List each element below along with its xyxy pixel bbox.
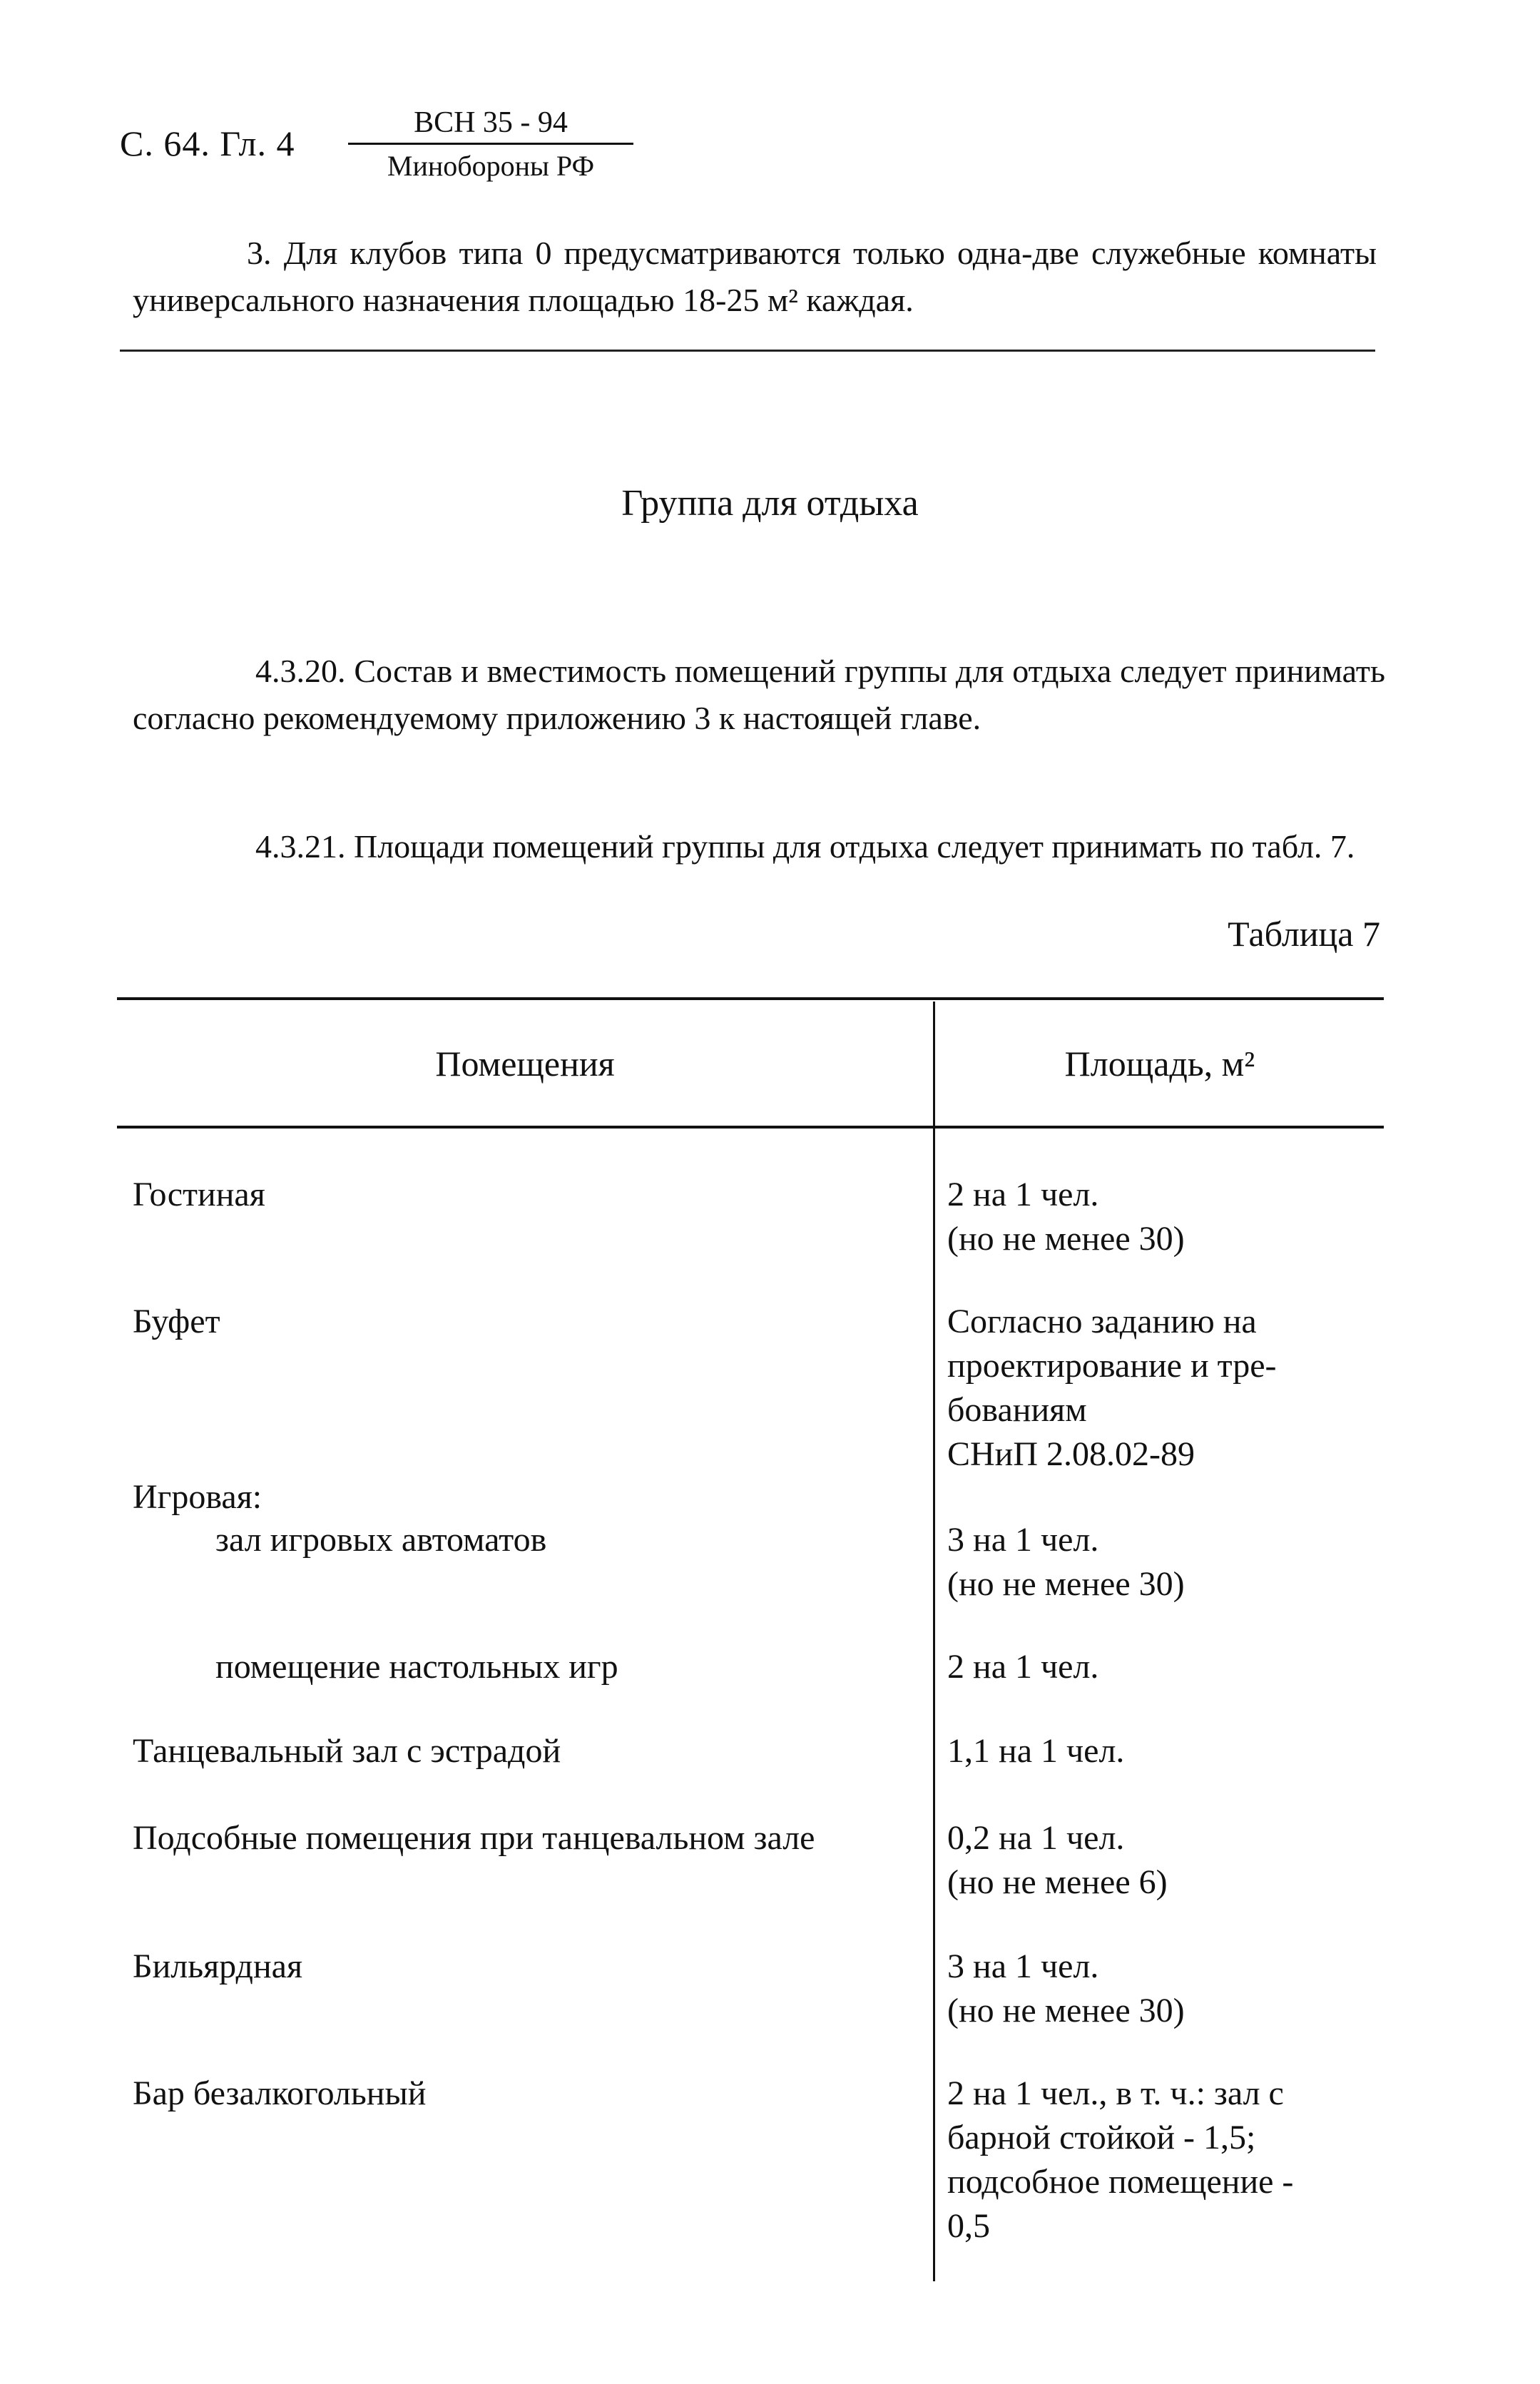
table-row-room: Бар безалкогольный bbox=[133, 2074, 427, 2112]
area-line: 2 на 1 чел., в т. ч.: зал с bbox=[947, 2074, 1284, 2112]
paragraph-4-3-20: 4.3.20. Состав и вместимость помещений группы для отдыха следует принимать согласно рекомендуемому приложению 3 к настоящей главе. bbox=[133, 653, 1385, 736]
area-line: 2 на 1 чел. bbox=[947, 1648, 1099, 1686]
section-heading: Группа для отдыха bbox=[621, 483, 919, 524]
area-line: 0,2 на 1 чел. bbox=[947, 1819, 1125, 1857]
column-header-rooms: Помещения bbox=[435, 1044, 615, 1084]
area-line: СНиП 2.08.02-89 bbox=[947, 1435, 1195, 1473]
area-line: 1,1 на 1 чел. bbox=[947, 1732, 1125, 1770]
table-row-room: Танцевальный зал с эстрадой bbox=[133, 1732, 561, 1770]
table-row-room: Гостиная bbox=[133, 1176, 265, 1213]
table-row-room: помещение настольных игр bbox=[215, 1648, 618, 1686]
table-column-divider bbox=[933, 1002, 935, 2281]
page-reference: С. 64. Гл. 4 bbox=[120, 123, 295, 163]
table-row-area bbox=[947, 1300, 1404, 1477]
table-row-area bbox=[947, 1816, 1404, 1905]
area-line: бованиям bbox=[947, 1391, 1087, 1429]
area-line: (но не менее 30) bbox=[947, 1992, 1185, 2029]
table-row-area bbox=[947, 1645, 1404, 1689]
table-row-area bbox=[947, 1518, 1404, 1606]
table-row-area bbox=[947, 2072, 1404, 2248]
agency-name: Минобороны РФ bbox=[387, 150, 595, 182]
table-row-room: зал игровых автоматов bbox=[215, 1521, 547, 1559]
area-line: Согласно заданию на bbox=[947, 1303, 1257, 1340]
table-row-area bbox=[947, 1173, 1404, 1261]
area-line: подсобное помещение - bbox=[947, 2163, 1294, 2201]
table-top-rule bbox=[117, 997, 1384, 1000]
area-line: проектирование и тре- bbox=[947, 1347, 1277, 1385]
area-line: 3 на 1 чел. bbox=[947, 1947, 1099, 1985]
table-row-area bbox=[947, 1729, 1404, 1773]
code-number: ВСН 35 - 94 bbox=[348, 106, 633, 145]
separator-rule bbox=[120, 350, 1375, 352]
table-header-rule bbox=[117, 1126, 1384, 1129]
table-row-area bbox=[947, 1945, 1404, 2033]
table-caption: Таблица 7 bbox=[1228, 914, 1380, 954]
area-line: барной стойкой - 1,5; bbox=[947, 2119, 1256, 2156]
area-line: 2 на 1 чел. bbox=[947, 1176, 1099, 1213]
table-row-room: Игровая: bbox=[133, 1478, 262, 1516]
paragraph-4-3-21: 4.3.21. Площади помещений группы для отдыха следует принимать по табл. 7. bbox=[255, 828, 1355, 865]
table-row-room: Бильярдная bbox=[133, 1947, 303, 1985]
area-line: (но не менее 6) bbox=[947, 1863, 1168, 1901]
note-3-paragraph: 3. Для клубов типа 0 предусматриваются только одна-две служебные комнаты универсального назначения площадью 18-25 м² каждая. bbox=[133, 235, 1377, 318]
area-line: (но не менее 30) bbox=[947, 1220, 1185, 1258]
table-row-room: Буфет bbox=[133, 1303, 220, 1340]
area-line: 0,5 bbox=[947, 2207, 990, 2245]
area-line: 3 на 1 чел. bbox=[947, 1521, 1099, 1559]
table-row-room: Подсобные помещения при танцевальном зале bbox=[133, 1819, 815, 1857]
column-header-area: Площадь, м² bbox=[1064, 1044, 1255, 1084]
area-line: (но не менее 30) bbox=[947, 1565, 1185, 1603]
document-code bbox=[348, 106, 633, 183]
